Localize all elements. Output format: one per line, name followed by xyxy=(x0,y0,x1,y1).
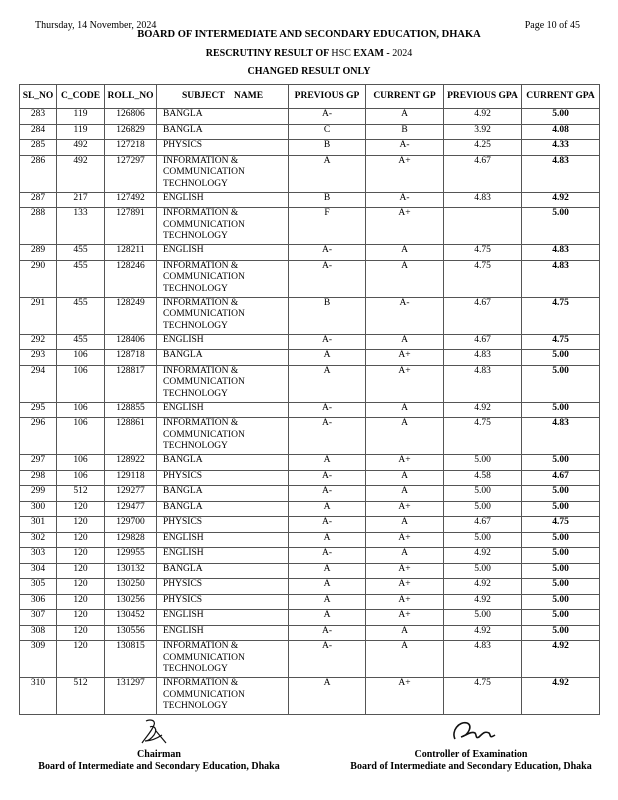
board-title: BOARD OF INTERMEDIATE AND SECONDARY EDUCATION, DHAKA xyxy=(137,29,481,40)
cell-curr-gp: A+ xyxy=(366,501,444,517)
cell-code: 106 xyxy=(57,402,105,418)
table-row xyxy=(20,208,600,245)
controller-org: Board of Intermediate and Secondary Education, Dhaka xyxy=(350,761,592,772)
cell-roll: 131297 xyxy=(105,678,157,715)
table-row xyxy=(20,532,600,548)
cell-curr-gpa: 4.75 xyxy=(522,334,600,350)
cell-subject: BANGLA xyxy=(157,350,289,366)
cell-prev-gpa: 4.67 xyxy=(444,155,522,192)
cell-prev-gp: A- xyxy=(289,109,366,125)
cell-subject: BANGLA xyxy=(157,455,289,471)
cell-subject: ENGLISH xyxy=(157,334,289,350)
cell-roll: 129700 xyxy=(105,517,157,533)
cell-curr-gp: B xyxy=(366,124,444,140)
cell-code: 455 xyxy=(57,245,105,261)
cell-curr-gpa: 5.00 xyxy=(522,350,600,366)
cell-roll: 130556 xyxy=(105,625,157,641)
cell-roll: 126806 xyxy=(105,109,157,125)
table-row xyxy=(20,245,600,261)
cell-sl: 300 xyxy=(20,501,57,517)
cell-code: 120 xyxy=(57,625,105,641)
cell-curr-gpa: 4.83 xyxy=(522,260,600,297)
print-date: Thursday, 14 November, 2024 xyxy=(35,20,157,31)
cell-roll: 127297 xyxy=(105,155,157,192)
exam-name: HSC xyxy=(331,48,351,59)
table-row xyxy=(20,365,600,402)
cell-curr-gpa: 5.00 xyxy=(522,563,600,579)
table-row xyxy=(20,140,600,156)
cell-code: 120 xyxy=(57,548,105,564)
cell-prev-gpa: 4.75 xyxy=(444,678,522,715)
cell-prev-gp: A- xyxy=(289,517,366,533)
cell-code: 120 xyxy=(57,563,105,579)
cell-sl: 308 xyxy=(20,625,57,641)
cell-curr-gpa: 4.83 xyxy=(522,245,600,261)
cell-curr-gpa: 4.83 xyxy=(522,155,600,192)
cell-prev-gp: B xyxy=(289,140,366,156)
cell-code: 512 xyxy=(57,486,105,502)
cell-subject: PHYSICS xyxy=(157,140,289,156)
cell-curr-gpa: 5.00 xyxy=(522,625,600,641)
cell-subject: ENGLISH xyxy=(157,192,289,208)
result-prefix: RESCRUTINY RESULT OF xyxy=(205,48,332,59)
cell-prev-gp: A- xyxy=(289,548,366,564)
cell-curr-gp: A+ xyxy=(366,594,444,610)
cell-curr-gp: A+ xyxy=(366,532,444,548)
chairman-title: Chairman xyxy=(137,749,181,760)
cell-curr-gp: A xyxy=(366,109,444,125)
cell-sl: 296 xyxy=(20,418,57,455)
cell-roll: 130815 xyxy=(105,641,157,678)
cell-curr-gp: A xyxy=(366,625,444,641)
cell-prev-gpa: 3.92 xyxy=(444,124,522,140)
cell-sl: 294 xyxy=(20,365,57,402)
cell-sl: 286 xyxy=(20,155,57,192)
cell-prev-gp: A xyxy=(289,579,366,595)
table-row xyxy=(20,625,600,641)
cell-roll: 130250 xyxy=(105,579,157,595)
cell-curr-gp: A xyxy=(366,641,444,678)
table-row xyxy=(20,418,600,455)
table-row xyxy=(20,563,600,579)
cell-prev-gpa: 4.67 xyxy=(444,334,522,350)
table-row xyxy=(20,610,600,626)
cell-sl: 307 xyxy=(20,610,57,626)
cell-curr-gpa: 5.00 xyxy=(522,455,600,471)
cell-subject: INFORMATION & COMMUNICATION TECHNOLOGY xyxy=(157,155,289,192)
cell-prev-gp: A xyxy=(289,610,366,626)
cell-roll: 129477 xyxy=(105,501,157,517)
cell-curr-gp: A+ xyxy=(366,563,444,579)
cell-code: 120 xyxy=(57,517,105,533)
cell-prev-gp: A xyxy=(289,350,366,366)
table-row xyxy=(20,260,600,297)
cell-curr-gp: A+ xyxy=(366,455,444,471)
cell-sl: 303 xyxy=(20,548,57,564)
cell-subject: ENGLISH xyxy=(157,245,289,261)
cell-curr-gpa: 5.00 xyxy=(522,501,600,517)
col-header-curr-gp: CURRENT GP xyxy=(366,85,444,109)
cell-prev-gpa: 4.92 xyxy=(444,594,522,610)
table-row xyxy=(20,517,600,533)
cell-prev-gpa: 4.58 xyxy=(444,470,522,486)
header-row xyxy=(20,85,600,109)
cell-code: 119 xyxy=(57,124,105,140)
cell-curr-gp: A xyxy=(366,517,444,533)
cell-sl: 302 xyxy=(20,532,57,548)
cell-curr-gp: A xyxy=(366,245,444,261)
cell-sl: 285 xyxy=(20,140,57,156)
cell-curr-gp: A+ xyxy=(366,365,444,402)
cell-curr-gp: A+ xyxy=(366,678,444,715)
cell-sl: 305 xyxy=(20,579,57,595)
cell-sl: 291 xyxy=(20,297,57,334)
controller-signature xyxy=(449,717,499,747)
cell-prev-gpa: 5.00 xyxy=(444,610,522,626)
cell-curr-gp: A+ xyxy=(366,155,444,192)
cell-sl: 295 xyxy=(20,402,57,418)
cell-roll: 127492 xyxy=(105,192,157,208)
cell-sl: 297 xyxy=(20,455,57,471)
cell-curr-gpa: 4.75 xyxy=(522,297,600,334)
cell-prev-gpa: 4.83 xyxy=(444,641,522,678)
cell-subject: ENGLISH xyxy=(157,402,289,418)
cell-curr-gp: A- xyxy=(366,297,444,334)
cell-curr-gpa: 4.08 xyxy=(522,124,600,140)
cell-curr-gpa: 4.75 xyxy=(522,517,600,533)
col-header-curr-gpa: CURRENT GPA xyxy=(522,85,600,109)
table-row xyxy=(20,155,600,192)
cell-prev-gpa: 5.00 xyxy=(444,501,522,517)
cell-prev-gp: C xyxy=(289,124,366,140)
controller-title: Controller of Examination xyxy=(414,749,528,760)
cell-prev-gpa: 4.83 xyxy=(444,350,522,366)
cell-curr-gp: A xyxy=(366,486,444,502)
table-row xyxy=(20,486,600,502)
cell-code: 455 xyxy=(57,297,105,334)
cell-code: 106 xyxy=(57,470,105,486)
cell-code: 106 xyxy=(57,418,105,455)
cell-subject: INFORMATION & COMMUNICATION TECHNOLOGY xyxy=(157,641,289,678)
cell-roll: 130132 xyxy=(105,563,157,579)
cell-prev-gp: A- xyxy=(289,486,366,502)
col-header-code: C_CODE xyxy=(57,85,105,109)
cell-sl: 298 xyxy=(20,470,57,486)
table-row xyxy=(20,579,600,595)
cell-subject: BANGLA xyxy=(157,124,289,140)
table-row xyxy=(20,548,600,564)
table-row xyxy=(20,641,600,678)
col-header-prev-gpa: PREVIOUS GPA xyxy=(444,85,522,109)
cell-curr-gpa: 5.00 xyxy=(522,548,600,564)
cell-sl: 289 xyxy=(20,245,57,261)
cell-roll: 126829 xyxy=(105,124,157,140)
cell-sl: 299 xyxy=(20,486,57,502)
cell-prev-gpa: 5.00 xyxy=(444,455,522,471)
cell-curr-gp: A xyxy=(366,470,444,486)
cell-code: 120 xyxy=(57,532,105,548)
cell-prev-gp: A xyxy=(289,594,366,610)
cell-subject: PHYSICS xyxy=(157,517,289,533)
cell-prev-gp: A- xyxy=(289,625,366,641)
cell-prev-gpa: 4.92 xyxy=(444,109,522,125)
cell-code: 455 xyxy=(57,260,105,297)
cell-prev-gpa: 5.00 xyxy=(444,563,522,579)
cell-curr-gpa: 5.00 xyxy=(522,402,600,418)
cell-sl: 304 xyxy=(20,563,57,579)
cell-roll: 128249 xyxy=(105,297,157,334)
cell-curr-gp: A xyxy=(366,334,444,350)
cell-curr-gpa: 5.00 xyxy=(522,208,600,245)
cell-roll: 129955 xyxy=(105,548,157,564)
cell-code: 120 xyxy=(57,610,105,626)
cell-roll: 128406 xyxy=(105,334,157,350)
cell-prev-gp: A- xyxy=(289,260,366,297)
cell-sl: 310 xyxy=(20,678,57,715)
cell-subject: ENGLISH xyxy=(157,548,289,564)
cell-prev-gp: A- xyxy=(289,418,366,455)
col-header-roll: ROLL_NO xyxy=(105,85,157,109)
cell-prev-gp: A xyxy=(289,678,366,715)
cell-prev-gpa: 4.67 xyxy=(444,517,522,533)
table-row xyxy=(20,594,600,610)
cell-prev-gp: A xyxy=(289,155,366,192)
cell-code: 120 xyxy=(57,579,105,595)
cell-code: 512 xyxy=(57,678,105,715)
cell-curr-gp: A+ xyxy=(366,579,444,595)
cell-code: 106 xyxy=(57,455,105,471)
cell-sl: 301 xyxy=(20,517,57,533)
cell-prev-gpa: 4.75 xyxy=(444,245,522,261)
cell-subject: INFORMATION & COMMUNICATION TECHNOLOGY xyxy=(157,418,289,455)
cell-prev-gp: A xyxy=(289,365,366,402)
cell-curr-gp: A xyxy=(366,418,444,455)
cell-curr-gp: A- xyxy=(366,140,444,156)
cell-prev-gpa: 5.00 xyxy=(444,532,522,548)
cell-subject: ENGLISH xyxy=(157,610,289,626)
cell-subject: ENGLISH xyxy=(157,625,289,641)
table-row xyxy=(20,402,600,418)
table-row xyxy=(20,334,600,350)
cell-subject: BANGLA xyxy=(157,563,289,579)
table-row xyxy=(20,455,600,471)
cell-curr-gpa: 4.92 xyxy=(522,192,600,208)
cell-code: 492 xyxy=(57,140,105,156)
cell-curr-gpa: 4.33 xyxy=(522,140,600,156)
cell-code: 106 xyxy=(57,350,105,366)
cell-curr-gpa: 5.00 xyxy=(522,365,600,402)
cell-sl: 292 xyxy=(20,334,57,350)
cell-code: 120 xyxy=(57,594,105,610)
cell-sl: 293 xyxy=(20,350,57,366)
cell-code: 133 xyxy=(57,208,105,245)
cell-prev-gp: B xyxy=(289,297,366,334)
cell-subject: PHYSICS xyxy=(157,579,289,595)
cell-prev-gp: A xyxy=(289,501,366,517)
cell-curr-gpa: 4.92 xyxy=(522,678,600,715)
cell-sl: 309 xyxy=(20,641,57,678)
cell-code: 106 xyxy=(57,365,105,402)
cell-roll: 127218 xyxy=(105,140,157,156)
cell-sl: 283 xyxy=(20,109,57,125)
cell-prev-gp: A- xyxy=(289,641,366,678)
cell-prev-gpa: 4.75 xyxy=(444,418,522,455)
cell-subject: PHYSICS xyxy=(157,594,289,610)
cell-prev-gpa xyxy=(444,208,522,245)
cell-prev-gp: A xyxy=(289,455,366,471)
cell-curr-gp: A+ xyxy=(366,208,444,245)
cell-prev-gp: A- xyxy=(289,245,366,261)
cell-subject: INFORMATION & COMMUNICATION TECHNOLOGY xyxy=(157,678,289,715)
cell-prev-gp: A- xyxy=(289,470,366,486)
cell-subject: INFORMATION & COMMUNICATION TECHNOLOGY xyxy=(157,260,289,297)
cell-curr-gp: A+ xyxy=(366,610,444,626)
chairman-org: Board of Intermediate and Secondary Education, Dhaka xyxy=(38,761,280,772)
table-row xyxy=(20,350,600,366)
cell-subject: INFORMATION & COMMUNICATION TECHNOLOGY xyxy=(157,297,289,334)
cell-curr-gpa: 4.67 xyxy=(522,470,600,486)
cell-curr-gpa: 5.00 xyxy=(522,594,600,610)
table-row xyxy=(20,297,600,334)
cell-prev-gpa: 4.83 xyxy=(444,192,522,208)
cell-roll: 129118 xyxy=(105,470,157,486)
cell-curr-gpa: 4.83 xyxy=(522,418,600,455)
cell-code: 455 xyxy=(57,334,105,350)
cell-subject: BANGLA xyxy=(157,486,289,502)
table-row xyxy=(20,109,600,125)
cell-roll: 130452 xyxy=(105,610,157,626)
cell-subject: INFORMATION & COMMUNICATION TECHNOLOGY xyxy=(157,365,289,402)
cell-curr-gp: A+ xyxy=(366,350,444,366)
cell-prev-gp: A xyxy=(289,532,366,548)
cell-sl: 288 xyxy=(20,208,57,245)
cell-roll: 128211 xyxy=(105,245,157,261)
table-row xyxy=(20,124,600,140)
cell-prev-gp: A xyxy=(289,563,366,579)
cell-prev-gp: B xyxy=(289,192,366,208)
col-header-prev-gp: PREVIOUS GP xyxy=(289,85,366,109)
cell-roll: 129277 xyxy=(105,486,157,502)
cell-roll: 128922 xyxy=(105,455,157,471)
cell-sl: 284 xyxy=(20,124,57,140)
cell-prev-gp: F xyxy=(289,208,366,245)
cell-code: 119 xyxy=(57,109,105,125)
cell-curr-gpa: 5.00 xyxy=(522,486,600,502)
cell-roll: 128718 xyxy=(105,350,157,366)
cell-curr-gpa: 5.00 xyxy=(522,579,600,595)
subtitle: CHANGED RESULT ONLY xyxy=(247,66,371,77)
cell-subject: INFORMATION & COMMUNICATION TECHNOLOGY xyxy=(157,208,289,245)
cell-prev-gpa: 4.92 xyxy=(444,579,522,595)
cell-roll: 128855 xyxy=(105,402,157,418)
table-row xyxy=(20,192,600,208)
chairman-signature xyxy=(136,717,170,747)
cell-prev-gpa: 4.92 xyxy=(444,625,522,641)
cell-subject: BANGLA xyxy=(157,109,289,125)
cell-sl: 290 xyxy=(20,260,57,297)
cell-subject: BANGLA xyxy=(157,501,289,517)
cell-prev-gpa: 4.75 xyxy=(444,260,522,297)
col-header-sl: SL_NO xyxy=(20,85,57,109)
cell-sl: 287 xyxy=(20,192,57,208)
cell-curr-gp: A xyxy=(366,402,444,418)
cell-curr-gpa: 4.92 xyxy=(522,641,600,678)
cell-prev-gpa: 4.25 xyxy=(444,140,522,156)
table-row xyxy=(20,501,600,517)
cell-curr-gpa: 5.00 xyxy=(522,109,600,125)
results-table xyxy=(19,84,600,715)
cell-prev-gpa: 5.00 xyxy=(444,486,522,502)
cell-curr-gpa: 5.00 xyxy=(522,610,600,626)
cell-curr-gp: A xyxy=(366,548,444,564)
cell-prev-gp: A- xyxy=(289,402,366,418)
cell-roll: 129828 xyxy=(105,532,157,548)
cell-curr-gp: A xyxy=(366,260,444,297)
cell-subject: PHYSICS xyxy=(157,470,289,486)
cell-curr-gpa: 5.00 xyxy=(522,532,600,548)
cell-code: 120 xyxy=(57,641,105,678)
cell-prev-gpa: 4.92 xyxy=(444,548,522,564)
result-title xyxy=(0,48,618,59)
cell-code: 120 xyxy=(57,501,105,517)
cell-subject: ENGLISH xyxy=(157,532,289,548)
cell-roll: 130256 xyxy=(105,594,157,610)
exam-year: 2024 xyxy=(392,48,413,59)
cell-roll: 128246 xyxy=(105,260,157,297)
cell-code: 492 xyxy=(57,155,105,192)
cell-prev-gpa: 4.83 xyxy=(444,365,522,402)
col-header-subject: SUBJECT NAME xyxy=(157,85,289,109)
cell-roll: 128817 xyxy=(105,365,157,402)
cell-prev-gpa: 4.92 xyxy=(444,402,522,418)
cell-roll: 127891 xyxy=(105,208,157,245)
table-row xyxy=(20,678,600,715)
cell-prev-gpa: 4.67 xyxy=(444,297,522,334)
cell-code: 217 xyxy=(57,192,105,208)
result-exam: EXAM - xyxy=(350,48,393,59)
page-number: Page 10 of 45 xyxy=(524,20,580,31)
cell-sl: 306 xyxy=(20,594,57,610)
table-row xyxy=(20,470,600,486)
cell-prev-gp: A- xyxy=(289,334,366,350)
cell-curr-gp: A- xyxy=(366,192,444,208)
cell-roll: 128861 xyxy=(105,418,157,455)
